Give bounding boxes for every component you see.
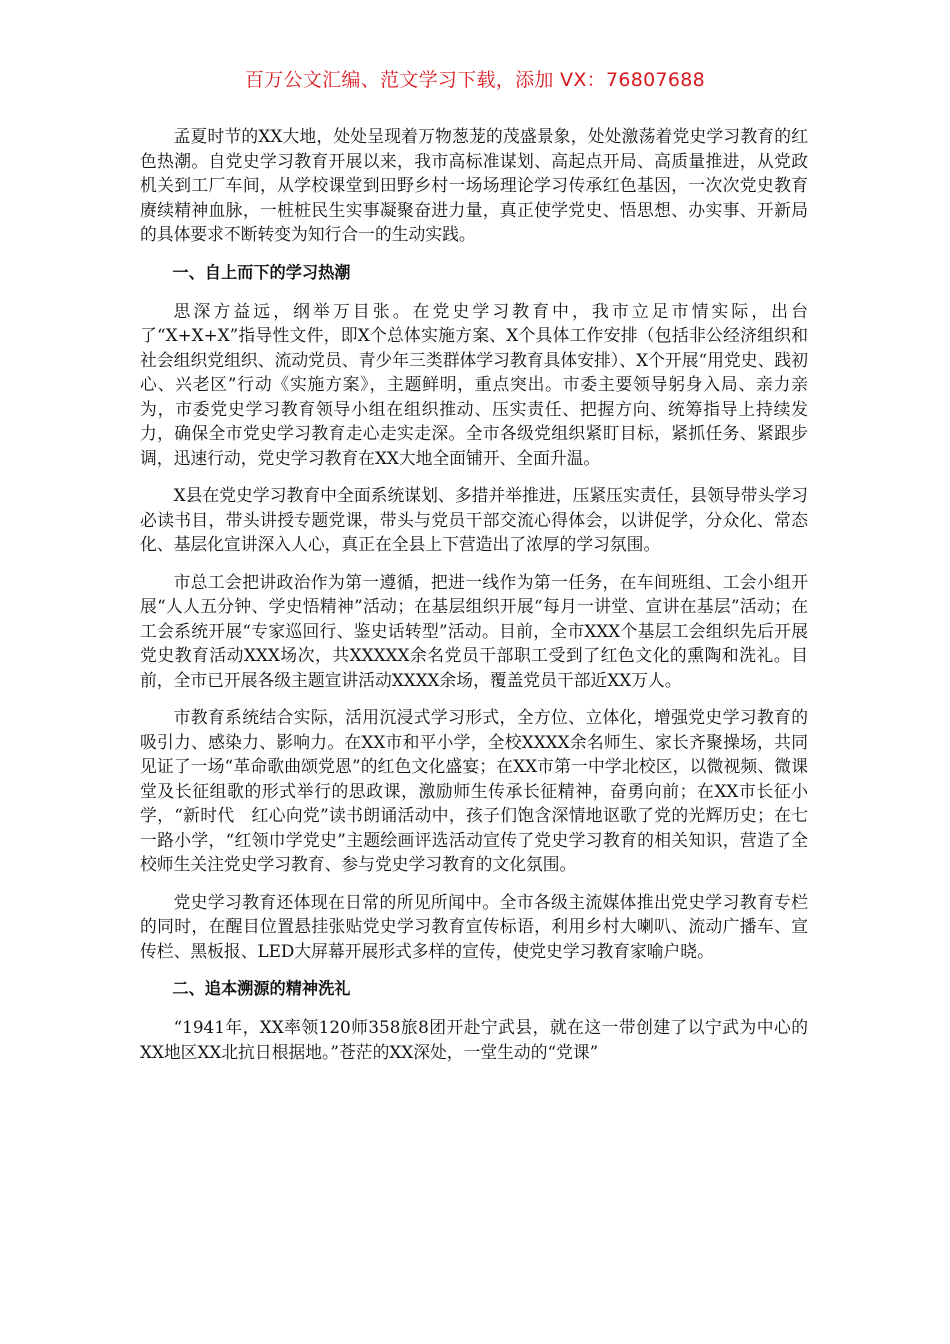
paragraph-trade-union: 市总工会把讲政治作为第一遵循，把进一线作为第一任务，在车间班组、工会小组开展“人人五分钟、学史悟精神”活动；在基层组织开展“每月一讲堂、宣讲在基层”活动；在工会系统开展“专家巡回行、鉴史话转型”活动。目前，全市XXX个基层工会组织先后开展党史教育活动XXX场次，共XXXXX余名党员干部职工受到了红色文化的熏陶和洗礼。目前，全市已开展各级主题宣讲活动XXXX余场，覆盖党员干部近XX万人。 [140, 571, 808, 690]
paragraph-education: 市教育系统结合实际，活用沉浸式学习形式，全方位、立体化，增强党史学习教育的吸引力、感染力、影响力。在XX市和平小学，全校XXXX余名师生、家长齐聚操场，共同见证了一场“革命歌曲颂党恩”的红色文化盛宴；在XX市第一中学北校区，以微视频、微课堂及长征组歌的形式举行的思政课，激励师生传承长征精神，奋勇向前；在XX市长征小学，“新时代 红心向党”读书朗诵活动中，孩子们饱含深情地讴歌了党的光辉历史；在七一路小学，“红领巾学党史”主题绘画评选活动宣传了党史学习教育的相关知识，营造了全校师生关注党史学习教育、参与党史学习教育的文化氛围。 [140, 707, 808, 874]
paragraph-intro: 孟夏时节的XX大地，处处呈现着万物葱茏的茂盛景象，处处激荡着党史学习教育的红色热潮。自党史学习教育开展以来，我市高标准谋划、高起点开局、高质量推进，从党政机关到工厂车间，从学校课堂到田野乡村一场场理论学习传承红色基因，一次次党史教育赓续精神血脉，一桩桩民生实事凝聚奋进力量，真正使学党史、悟思想、办实事、开新局的具体要求不断转变为知行合一的生动实践。 [140, 126, 808, 244]
paragraph-county: X县在党史学习教育中全面系统谋划、多措并举推进，压紧压实责任，县领导带头学习必读书目，带头讲授专题党课，带头与党员干部交流心得体会，以讲促学，分众化、常态化、基层化宣讲深入人心，真正在全县上下营造出了浓厚的学习氛围。 [140, 485, 808, 554]
paragraph-history: “1941年，XX率领120师358旅8团开赴宁武县，就在这一带创建了以宁武为中心的XX地区XX北抗日根据地。”苍茫的XX深处，一堂生动的“党课” [140, 1017, 808, 1062]
paragraph-city-plan: 思深方益远，纲举万目张。在党史学习教育中，我市立足市情实际，出台了“X+X+X”指导性文件，即X个总体实施方案、X个具体工作安排（包括非公经济组织和社会组织党组织、流动党员、青少年三类群体学习教育具体安排）、X个开展“用党史、践初心、兴老区”行动《实施方案》，主题鲜明，重点突出。市委主要领导躬身入局、亲力亲为，市委党史学习教育领导小组在组织推动、压实责任、把握方向、统筹指导上持续发力，确保全市党史学习教育走心走实走深。全市各级党组织紧盯目标，紧抓任务、紧跟步调，迅速行动，党史学习教育在XX大地全面铺开、全面升温。 [140, 300, 808, 468]
paragraph-media: 党史学习教育还体现在日常的所见所闻中。全市各级主流媒体推出党史学习教育专栏的同时，在醒目位置悬挂张贴党史学习教育宣传标语，利用乡村大喇叭、流动广播车、宣传栏、黑板报、LED大屏幕开展形式多样的宣传，使党史学习教育家喻户晓。 [140, 891, 808, 961]
article-body [140, 124, 808, 1077]
section-heading-2: 二、追本溯源的精神洗礼 [172, 979, 351, 998]
promo-banner: 百万公文汇编、范文学习下载，添加 VX：76807688 [244, 69, 706, 91]
section-heading-1: 一、自上而下的学习热潮 [172, 262, 351, 282]
